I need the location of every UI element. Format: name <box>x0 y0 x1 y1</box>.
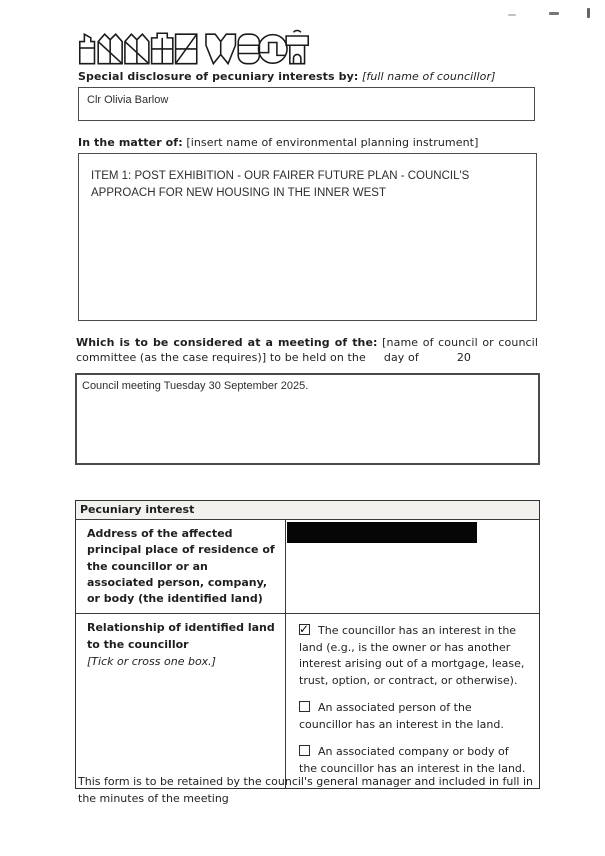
disclosure-heading <box>78 70 548 85</box>
option-label: The councillor has an interest in the land (e.g., is the owner or has another interest arising out of a mortgage, lease, trust, option, or contract, or otherwise). <box>299 624 525 687</box>
address-row <box>76 520 539 614</box>
option-associated-company <box>299 744 527 777</box>
checked-checkbox-icon: ✓ <box>299 622 310 637</box>
meeting-heading-dayof: day of <box>383 350 419 364</box>
option-associated-person <box>299 700 527 733</box>
scan-speck <box>549 12 559 15</box>
relationship-label: Relationship of identified land to the councillor <box>87 621 275 651</box>
option-councillor-interest <box>299 623 527 689</box>
table-header: Pecuniary interest <box>76 501 539 520</box>
option-label: An associated company or body of the councillor has an interest in the land. <box>299 745 526 775</box>
empty-checkbox-icon <box>299 701 310 712</box>
address-value-cell <box>286 520 539 613</box>
matter-field <box>78 153 537 321</box>
meeting-heading-year: 20 <box>456 350 472 364</box>
meeting-field <box>75 373 540 465</box>
footer-note: This form is to be retained by the council's general manager and included in full in the minutes of the meeting <box>78 775 534 805</box>
option-label: An associated person of the councillor has an interest in the land. <box>299 701 504 731</box>
councillor-name-value: Clr Olivia Barlow <box>87 94 169 106</box>
matter-value: ITEM 1: POST EXHIBITION - OUR FAIRER FUTURE PLAN - COUNCIL'S APPROACH FOR NEW HOUSING IN THE INNER WEST <box>91 170 470 200</box>
scan-speck <box>508 14 516 16</box>
relationship-hint: [Tick or cross one box.] <box>87 654 216 668</box>
redacted-address-block <box>287 522 477 543</box>
matter-heading <box>78 136 548 151</box>
scan-speck <box>587 8 590 18</box>
relationship-row <box>76 614 539 788</box>
meeting-heading <box>76 336 538 366</box>
disclosure-heading-hint: [full name of councillor] <box>361 70 496 83</box>
empty-checkbox-icon <box>299 745 310 756</box>
address-label: Address of the affected principal place of residence of the councillor or an associated person, company, or body (the identified land) <box>76 520 286 613</box>
matter-heading-hint: [insert name of environmental planning instrument] <box>186 136 479 149</box>
relationship-label-cell <box>76 614 286 788</box>
disclosure-heading-bold: Special disclosure of pecuniary interests by: <box>78 70 359 83</box>
meeting-value: Council meeting Tuesday 30 September 2025. <box>82 380 309 392</box>
meeting-heading-tail: to be held on the <box>269 350 366 364</box>
inner-west-logo <box>77 29 311 67</box>
meeting-heading-bold: Which is to be considered at a meeting of the: <box>76 336 378 349</box>
pecuniary-interest-table <box>75 500 540 789</box>
meeting-heading-hint: [name of council or council committee (as the case requires)] <box>76 336 538 364</box>
relationship-options-cell <box>286 614 539 788</box>
councillor-name-field <box>78 87 535 121</box>
matter-heading-bold: In the matter of: <box>78 136 183 149</box>
